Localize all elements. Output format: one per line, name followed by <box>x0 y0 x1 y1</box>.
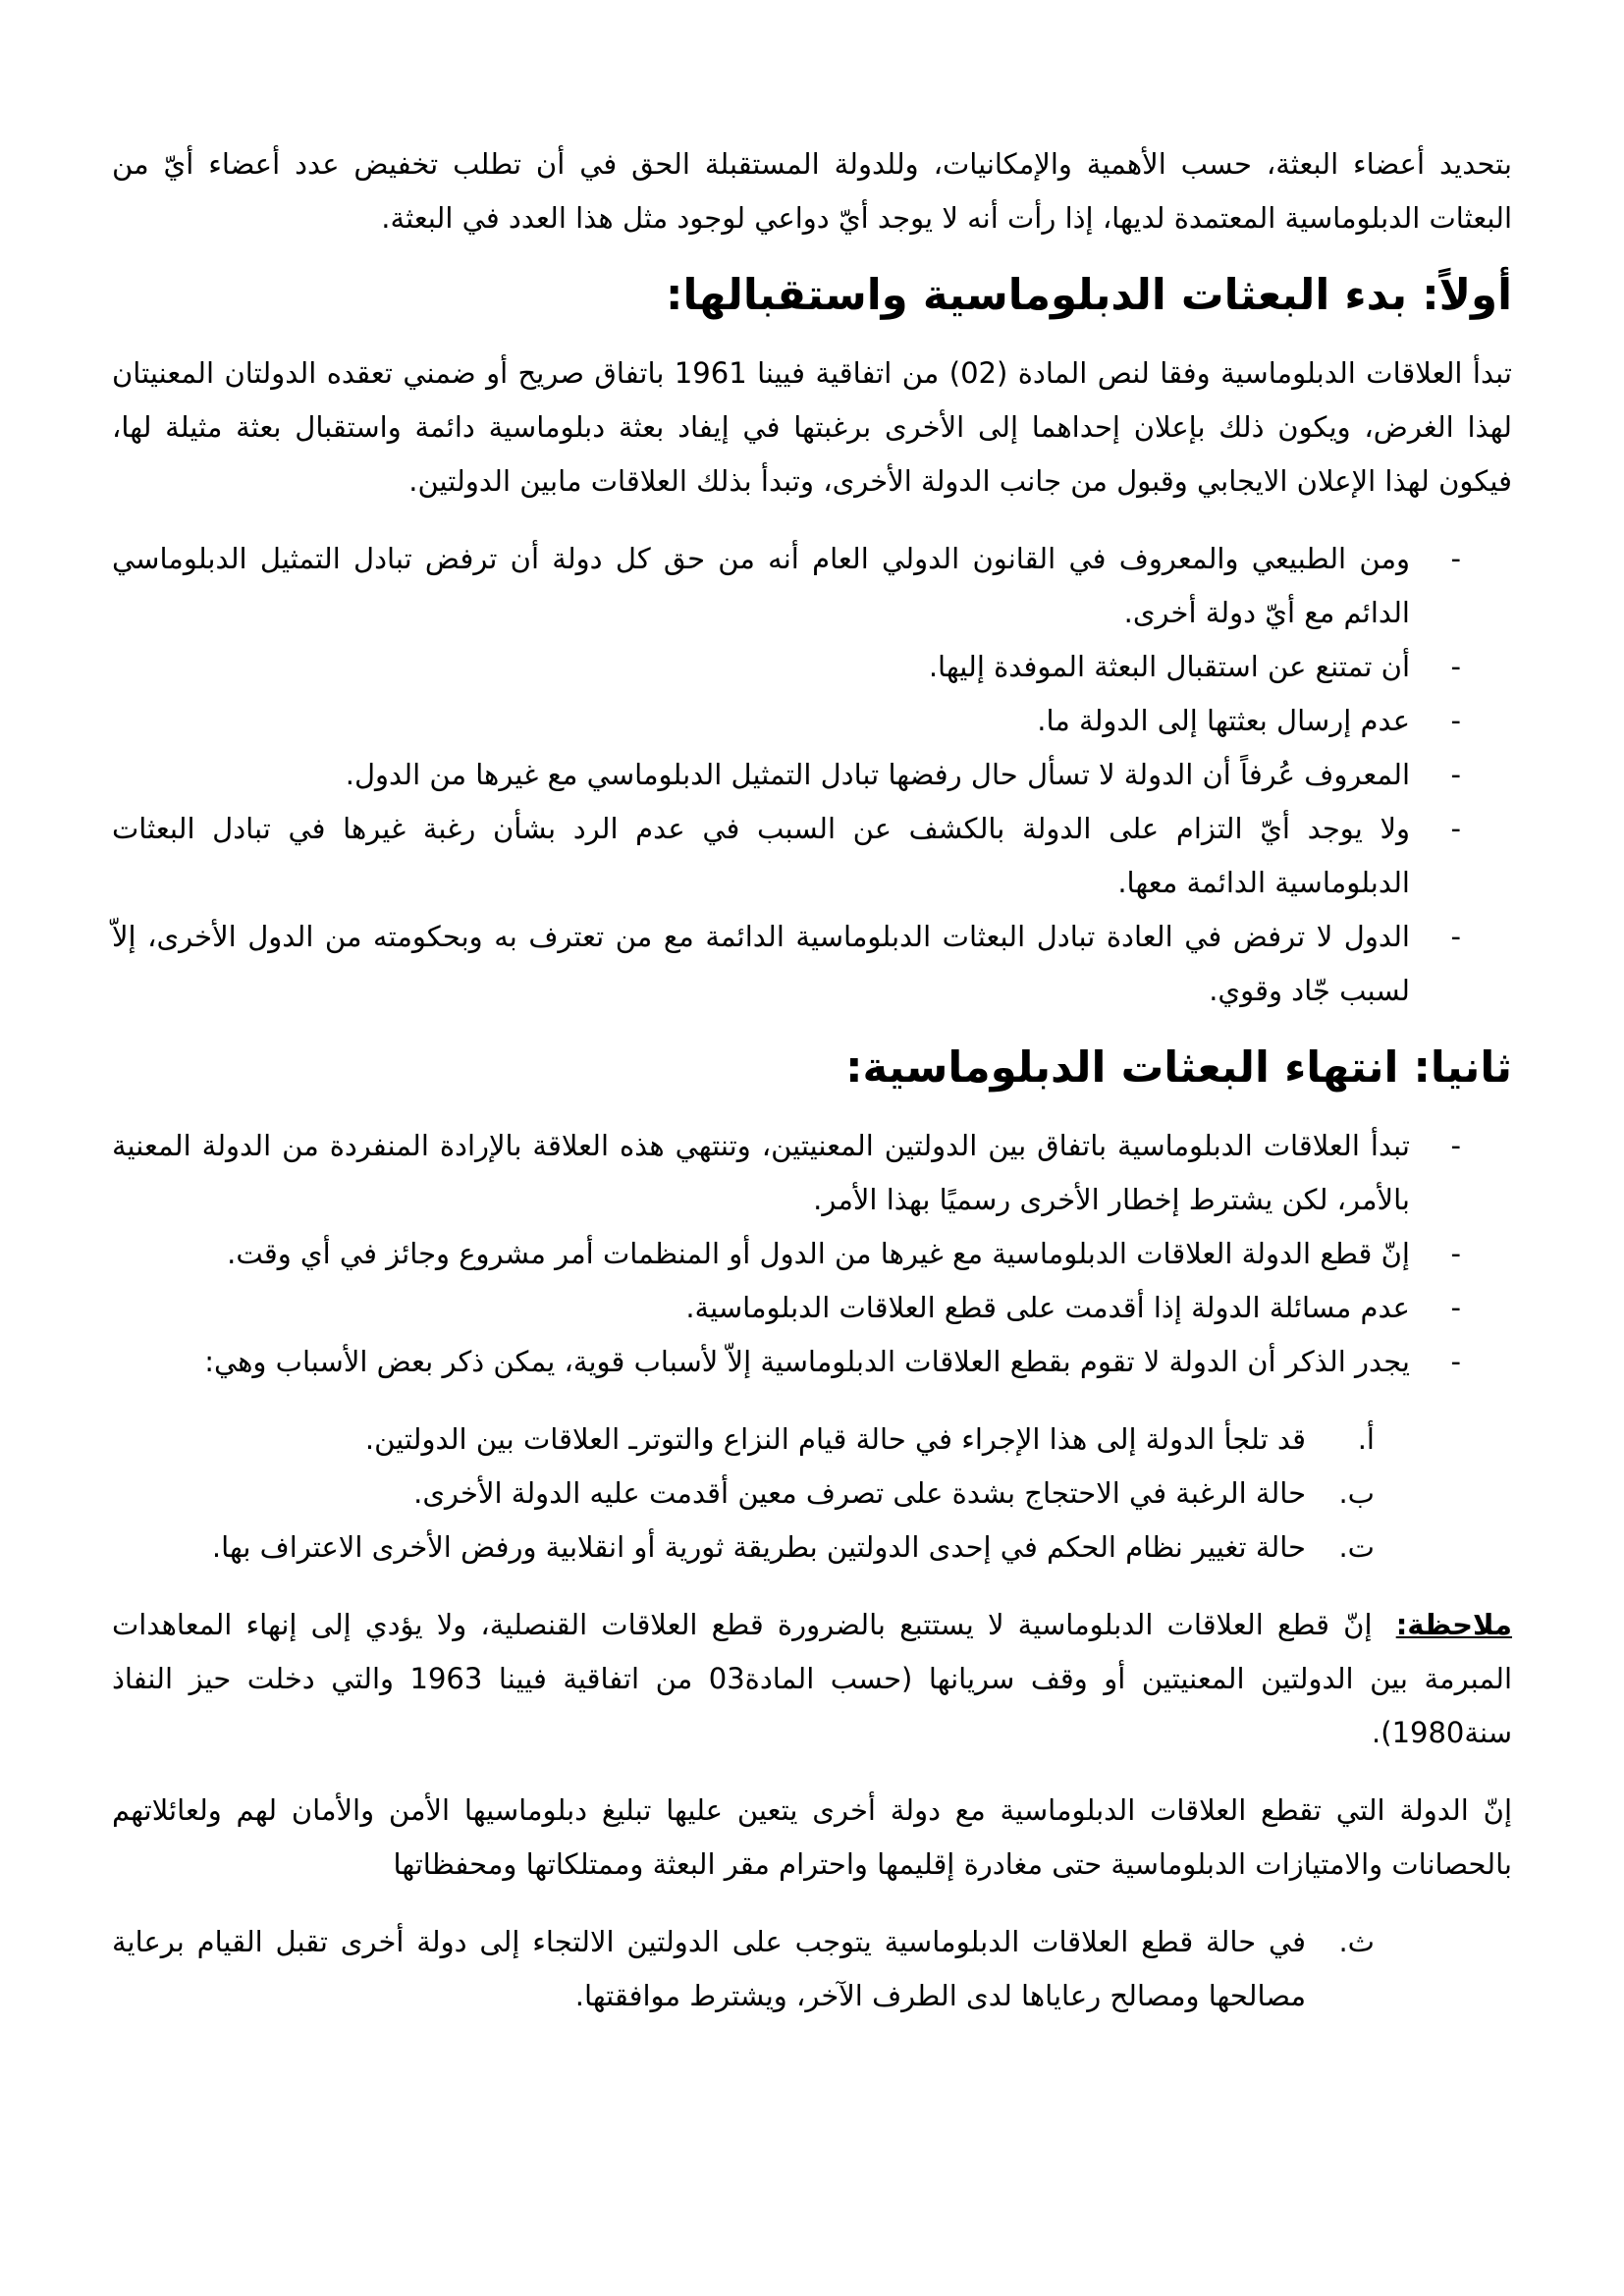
list-item-text: ولا يوجد أيّ التزام على الدولة بالكشف عن السبب في عدم الرد بشأن رغبة غيرها في تبادل البعثات الدبلوماسية الدائمة معها. <box>112 812 1410 899</box>
letter-marker: ث. <box>1338 1925 1375 1958</box>
list-item <box>112 1227 1512 1281</box>
list-item <box>112 640 1512 694</box>
list-item-text: إنّ قطع الدولة العلاقات الدبلوماسية مع غيرها من الدول أو المنظمات أمر مشروع وجائز في أي وقت. <box>227 1237 1410 1270</box>
list-item-text: في حالة قطع العلاقات الدبلوماسية يتوجب على الدولتين الالتجاء إلى دولة أخرى تقبل القيام برعاية مصالحها ومصالح رعاياها لدى الطرف الآخر، ويشترط موافقتها. <box>112 1925 1306 2012</box>
list-item-text: تبدأ العلاقات الدبلوماسية باتفاق بين الدولتين المعنيتين، وتنتهي هذه العلاقة بالإرادة المنفردة من الدولة المعنية بالأمر، لكن يشترط إخطار الأخرى رسميًا بهذا الأمر. <box>112 1129 1410 1216</box>
list-item <box>112 910 1512 1018</box>
list-item <box>112 1335 1512 1389</box>
list-item-text: المعروف عُرفاً أن الدولة لا تسأل حال رفضها تبادل التمثيل الدبلوماسي مع غيرها من الدول. <box>345 758 1410 791</box>
reasons-letter-list <box>112 1413 1512 1575</box>
list-item-text: يجدر الذكر أن الدولة لا تقوم بقطع العلاقات الدبلوماسية إلاّ لأسباب قوية، يمكن ذكر بعض الأسباب وهي: <box>204 1345 1410 1378</box>
dash-bullet-marker: - <box>1450 758 1461 791</box>
list-item-text: حالة تغيير نظام الحكم في إحدى الدولتين بطريقة ثورية أو انقلابية ورفض الأخرى الاعتراف بها. <box>211 1530 1306 1564</box>
note-paragraph <box>112 1598 1512 1760</box>
section1-heading: أولاً: بدء البعثات الدبلوماسية واستقبالها: <box>666 271 1512 320</box>
dash-bullet-marker: - <box>1450 1129 1461 1162</box>
dash-bullet-marker: - <box>1450 812 1461 845</box>
section2-bullet-list <box>112 1119 1512 1389</box>
dash-bullet-marker: - <box>1450 704 1461 737</box>
list-item <box>112 532 1512 640</box>
section2-heading: ثانيا: انتهاء البعثات الدبلوماسية: <box>845 1043 1512 1093</box>
list-item <box>112 1281 1512 1335</box>
dash-bullet-marker: - <box>1450 1237 1461 1270</box>
intro-paragraph: بتحديد أعضاء البعثة، حسب الأهمية والإمكانيات، وللدولة المستقبلة الحق في أن تطلب تخفيض عدد أعضاء أيّ من البعثات الدبلوماسية المعتمدة لديها، إذا رأت أنه لا يوجد أيّ دواعي لوجود مثل هذا العدد في البعثة. <box>112 147 1512 235</box>
list-item <box>112 1119 1512 1227</box>
list-item-text: الدول لا ترفض في العادة تبادل البعثات الدبلوماسية الدائمة مع من تعترف به وبحكومته من الدول الأخرى، إلاّ لسبب جّاد وقوي. <box>112 920 1410 1007</box>
list-item <box>112 802 1512 910</box>
dash-bullet-marker: - <box>1450 920 1461 953</box>
list-item-text: أن تمتنع عن استقبال البعثة الموفدة إليها. <box>928 650 1410 683</box>
list-item-text: عدم إرسال بعثتها إلى الدولة ما. <box>1037 704 1410 737</box>
list-item <box>112 1467 1512 1521</box>
list-item-text: حالة الرغبة في الاحتجاج بشدة على تصرف معين أقدمت عليه الدولة الأخرى. <box>413 1476 1306 1510</box>
dash-bullet-marker: - <box>1450 1345 1461 1378</box>
letter-marker: ت. <box>1338 1530 1375 1564</box>
dash-bullet-marker: - <box>1450 650 1461 683</box>
list-item-text: ومن الطبيعي والمعروف في القانون الدولي العام أنه من حق كل دولة أن ترفض تبادل التمثيل الدبلوماسي الدائم مع أيّ دولة أخرى. <box>112 542 1410 629</box>
list-item-text: عدم مسائلة الدولة إذا أقدمت على قطع العلاقات الدبلوماسية. <box>685 1291 1410 1324</box>
dash-bullet-marker: - <box>1450 1291 1461 1324</box>
letter-marker: ب. <box>1338 1476 1375 1510</box>
note-label: ملاحظة: <box>1395 1608 1513 1641</box>
list-item <box>112 1413 1512 1467</box>
section1-bullet-list <box>112 532 1512 1018</box>
section1-paragraph: تبدأ العلاقات الدبلوماسية وفقا لنص المادة (02) من اتفاقية فيينا 1961 باتفاق صريح أو ضمني تعقده الدولتان المعنيتان لهذا الغرض، ويكون ذلك بإعلان إحداهما إلى الأخرى برغبتها في إيفاد بعثة دبلوماسية دائمة واستقبال بعثة مثيلة لها، فيكون لهذا الإعلان الايجابي وقبول من جانب الدولة الأخرى، وتبدأ بذلك العلاقات مابين الدولتين. <box>112 356 1512 498</box>
obligation-paragraph: إنّ الدولة التي تقطع العلاقات الدبلوماسية مع دولة أخرى يتعين عليها تبليغ دبلوماسيها الأمن والأمان لهم ولعائلاتهم بالحصانات والامتيازات الدبلوماسية حتى مغادرة إقليمها واحترام مقر البعثة وممتلكاتها ومحفظاتها <box>112 1793 1512 1881</box>
list-item <box>112 694 1512 748</box>
list-item <box>112 748 1512 802</box>
letter-marker: أ. <box>1357 1422 1375 1456</box>
dash-bullet-marker: - <box>1450 542 1461 575</box>
note-text: إنّ قطع العلاقات الدبلوماسية لا يستتبع بالضرورة قطع العلاقات القنصلية، ولا يؤدي إلى إنهاء المعاهدات المبرمة بين الدولتين المعنيتين أو وقف سريانها (حسب المادة03 من اتفاقية فيينا 1963 والتي دخلت حيز النفاذ سنة1980). <box>112 1608 1513 1749</box>
list-item <box>112 1521 1512 1575</box>
list-item-text: قد تلجأ الدولة إلى هذا الإجراء في حالة قيام النزاع والتوترـ العلاقات بين الدولتين. <box>364 1422 1306 1456</box>
final-letter-item <box>112 1915 1512 2023</box>
